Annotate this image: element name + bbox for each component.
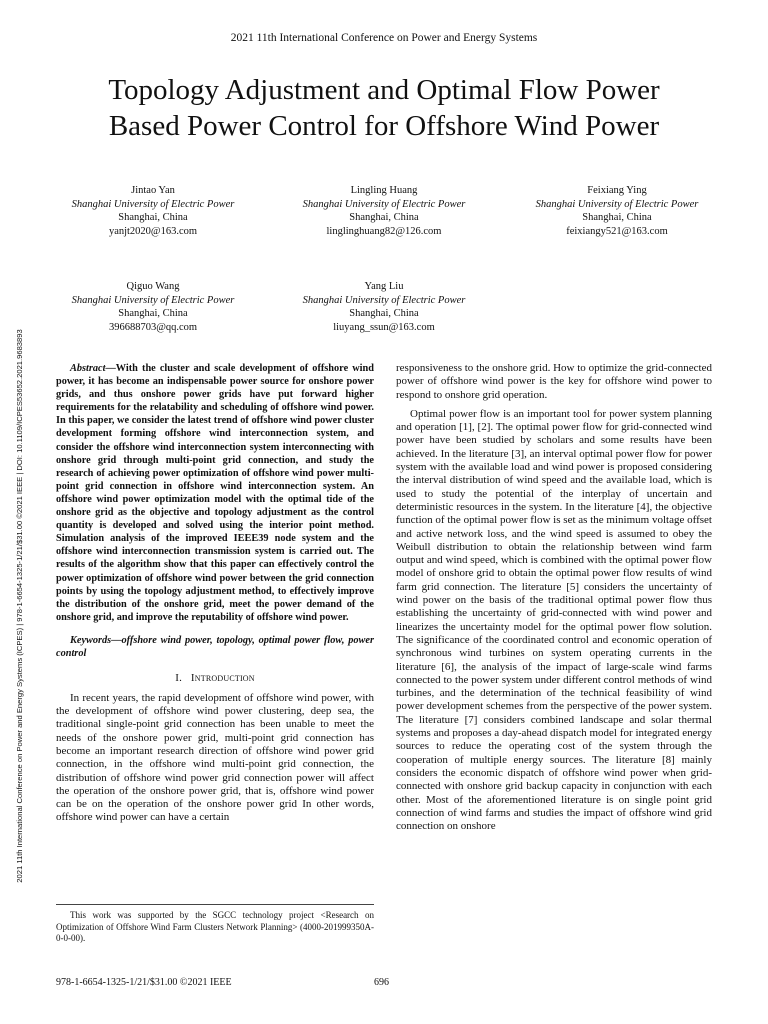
page-number: 696 bbox=[374, 977, 389, 988]
abstract-dash: — bbox=[105, 363, 116, 374]
author-affiliation: Shanghai University of Electric Power bbox=[302, 294, 466, 306]
paragraph-continued: responsiveness to the onshore grid. How to optimize the grid-connected power of offshore wind power is the key for offshore wind power to respond to onshore grid operation. bbox=[396, 362, 712, 401]
abstract-label: Abstract bbox=[70, 363, 106, 374]
author-affiliation: Shanghai University of Electric Power bbox=[71, 294, 235, 306]
footnote-text: This work was supported by the SGCC technology project <Research on Optimization of Offshore Wind Farm Clusters Network Planning> (4000-201999350A-0-0-00). bbox=[56, 910, 374, 943]
author-affiliation: Shanghai University of Electric Power bbox=[535, 198, 699, 210]
author-affiliation: Shanghai University of Electric Power bbox=[71, 198, 235, 210]
conference-header: 2021 11th International Conference on Power and Energy Systems bbox=[230, 32, 538, 44]
author-block bbox=[33, 280, 273, 334]
author-block bbox=[264, 280, 504, 334]
section-number: I. bbox=[175, 672, 183, 685]
author-email: linglinghuang82@126.com bbox=[326, 225, 442, 237]
paragraph: Optimal power flow is an important tool for power system planning and operation [1], [2]. The optimal power flow for grid-connected wind power have been studied by scholars and some results have been achieved. In the literature [3], an interval optimal power flow for power system with the available load and wind power is proposed considering the interval distribution of wind speed and the available load, which is used to study the potential of the interplay of uncertain and deterministic resources in the system. In the literature [4], the objective function of the optimal power flow is set as the minimum voltage offset and active network loss, and the wind speed is assumed to obey the Weibull distribution to obtain the relationship between wind farm output and wind speed, which is combined with the optimal power flow model of onshore grid to obtain the optimal power flow results of wind farm grid connection. The literature [5] considers the uncertainty of wind power on the basis of the traditional optimal power flow thus establishing the uncertainty of grid-connected with wind power and linearizes the uncertainty model for the optimal power flow solution. The significance of the coordinated control and economic operation of synchronous wind turbines on system operating currents in the literature [6], the analysis of the impact of large-scale wind farms connected to the power system under different control methods of wind turbines, and the determination of the technical feasibility of wind power development schemes from the perspective of the power system. The literature [7] considers combined landscape and solar thermal systems and proposes a day-ahead dispatch model for integrated energy sources to reduce the operating cost of the system through the cooperation of multiple energy sources. The literature [8] mainly considers the economic dispatch of offshore wind power when grid-connected with onshore grid backup capacity in conjunction with each other. Most of the aforementioned literature is on single point grid connection of wind farms and studies the impact of offshore wind grid connection on onshore bbox=[396, 407, 712, 833]
footer-isbn: 978-1-6654-1325-1/21/$31.00 ©2021 IEEE bbox=[56, 977, 232, 988]
keywords-label: Keywords— bbox=[70, 634, 122, 646]
left-column bbox=[56, 362, 374, 825]
author-name: Lingling Huang bbox=[350, 185, 418, 196]
author-email: yanjt2020@163.com bbox=[108, 225, 198, 237]
side-citation-text: 2021 11th International Conference on Power and Energy Systems (ICPES) | 978-1-6654-1325-1/21/$31.00 ©2021 IEEE | DOI: 10.1109/ICPES53652.2021.9683893 bbox=[15, 329, 24, 883]
author-name: Yang Liu bbox=[364, 281, 404, 292]
section-heading bbox=[56, 672, 374, 685]
author-name: Qiguo Wang bbox=[126, 281, 180, 292]
title-line-1: Topology Adjustment and Optimal Flow Power bbox=[108, 74, 660, 106]
paper-title bbox=[40, 72, 728, 144]
abstract-text: With the cluster and scale development of offshore wind power, it has become an indispensable power source for onshore power grids, and thus onshore power grids have put forward higher requirements for the relatability and scheduling of offshore wind power. In this paper, we consider the latest trend of offshore wind power cluster development forming offshore wind interconnection system, and consider the offshore wind interconnection system interconnecting with onshore grid through multi-point grid connection, and study the research of achieving power optimization of offshore wind power multi-point grid connection in offshore wind interconnection system. An offshore wind power optimization model with the optimal tide of the onshore grid as the objective and topology adjustment as the control quantity is developed and solved using the interior point method. Simulation analysis of the improved IEEE39 node system and the offshore wind interconnection transmission system is carried out. The results of the algorithm show that this paper can effectively control the power optimization of offshore wind power between the grid connection points by using the topology adjustment method, to effectively improve the distribution of the onshore grid, meet the power demand of the onshore grid, and improve the reputability of offshore wind power. bbox=[56, 363, 374, 623]
abstract bbox=[56, 362, 374, 624]
footnote bbox=[56, 904, 374, 945]
author-email: 396688703@qq.com bbox=[108, 321, 198, 333]
author-location: Shanghai, China bbox=[349, 212, 419, 223]
author-block bbox=[497, 184, 737, 238]
side-citation-strip bbox=[4, 268, 26, 944]
author-email: liuyang_ssun@163.com bbox=[333, 321, 435, 333]
author-location: Shanghai, China bbox=[349, 308, 419, 319]
author-name: Jintao Yan bbox=[131, 185, 175, 196]
author-location: Shanghai, China bbox=[118, 308, 188, 319]
keywords-text: offshore wind power, topology, optimal power flow, power control bbox=[56, 634, 374, 660]
title-line-2: Based Power Control for Offshore Wind Power bbox=[108, 110, 660, 142]
author-block bbox=[33, 184, 273, 238]
right-column bbox=[396, 362, 712, 833]
author-location: Shanghai, China bbox=[582, 212, 652, 223]
author-block bbox=[264, 184, 504, 238]
intro-paragraph: In recent years, the rapid development of offshore wind power, with the development of offshore wind power clustering, deep sea, the traditional single-point grid connection has been unable to meet the needs of the onshore power grid, multi-point grid connection has become an important research direction of offshore wind power grid connection, in the offshore wind multi-point grid connection, the distribution of offshore wind power grid connection power will affect the operation of the onshore power grid, that is, offshore wind power can be on the operation of the onshore power grid In other words, offshore wind power can have a certain bbox=[56, 691, 374, 824]
keywords bbox=[56, 634, 374, 661]
section-title: Introduction bbox=[190, 672, 255, 685]
author-affiliation: Shanghai University of Electric Power bbox=[302, 198, 466, 210]
author-email: feixiangy521@163.com bbox=[566, 225, 668, 237]
author-name: Feixiang Ying bbox=[587, 185, 647, 196]
author-location: Shanghai, China bbox=[118, 212, 188, 223]
